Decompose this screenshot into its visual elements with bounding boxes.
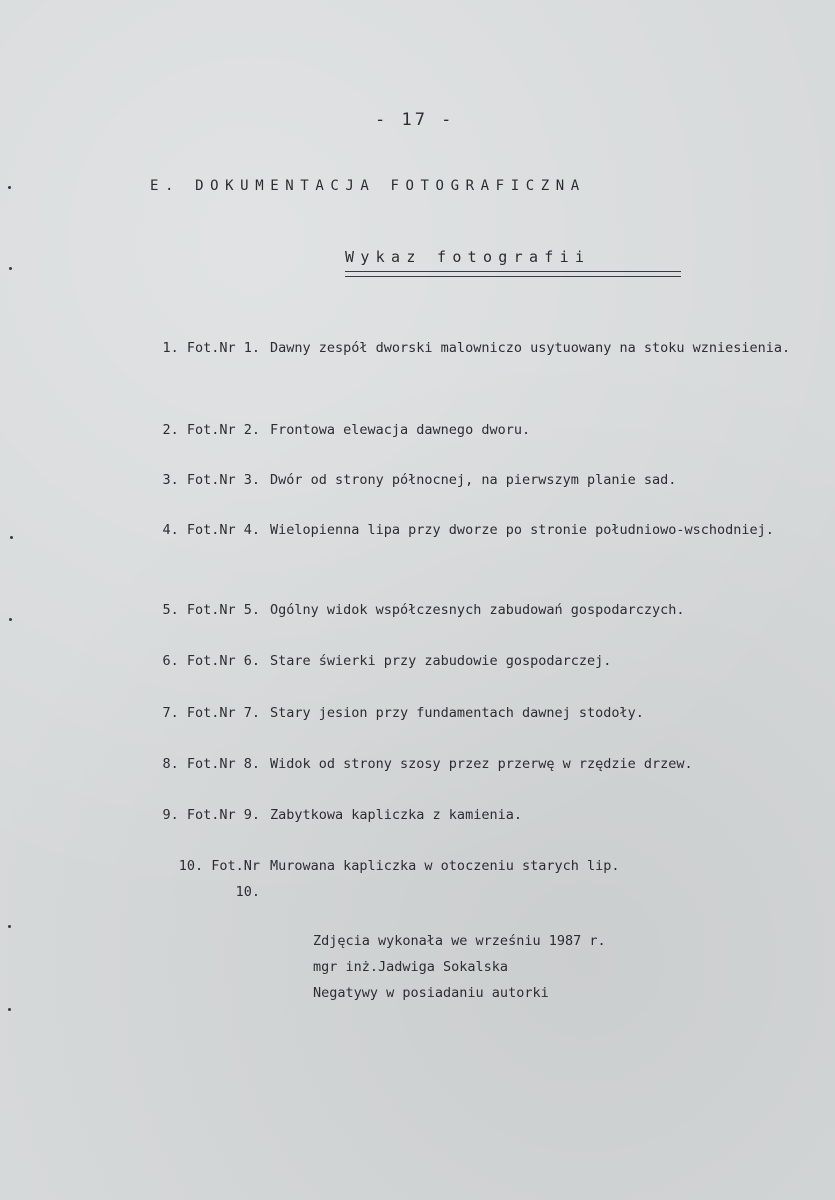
margin-speck bbox=[9, 618, 12, 621]
margin-speck bbox=[10, 536, 13, 539]
item-index: 9. Fot.Nr 9. bbox=[162, 807, 260, 823]
item-index: 8. Fot.Nr 8. bbox=[162, 756, 260, 772]
item-description: Widok od strony szosy przez przerwę w rzędzie drzew. bbox=[270, 756, 693, 772]
item-index: 7. Fot.Nr 7. bbox=[162, 705, 260, 721]
item-description: Murowana kapliczka w otoczeniu starych lip. bbox=[270, 858, 620, 874]
margin-speck bbox=[8, 1008, 11, 1011]
subtitle-double-underline bbox=[345, 271, 681, 277]
list-subtitle: Wykaz fotografii bbox=[345, 248, 591, 266]
page-number: - 17 - bbox=[375, 110, 455, 130]
margin-speck bbox=[8, 925, 11, 928]
item-description: Stare świerki przy zabudowie gospodarczej. bbox=[270, 653, 612, 669]
item-description: Frontowa elewacja dawnego dworu. bbox=[270, 422, 531, 438]
item-description: Zabytkowa kapliczka z kamienia. bbox=[270, 807, 522, 823]
item-index: 5. Fot.Nr 5. bbox=[162, 602, 260, 618]
item-description: Wielopienna lipa przy dworze po stronie południowo-wschodniej. bbox=[270, 522, 774, 538]
item-index: 2. Fot.Nr 2. bbox=[162, 422, 260, 438]
item-index: 6. Fot.Nr 6. bbox=[162, 653, 260, 669]
footer-note: Negatywy w posiadaniu autorki bbox=[313, 985, 549, 1001]
margin-speck bbox=[8, 186, 11, 189]
item-description: Dawny zespół dworski malowniczo usytuowany na stoku wzniesienia. bbox=[270, 340, 791, 356]
item-description: Dwór od strony północnej, na pierwszym planie sad. bbox=[270, 472, 677, 488]
footer-note: mgr inż.Jadwiga Sokalska bbox=[313, 959, 509, 975]
item-index: 10. Fot.Nr 10. bbox=[178, 858, 260, 900]
item-index: 4. Fot.Nr 4. bbox=[162, 522, 260, 538]
section-title: E. DOKUMENTACJA FOTOGRAFICZNA bbox=[150, 178, 586, 194]
item-index: 3. Fot.Nr 3. bbox=[162, 472, 260, 488]
margin-speck bbox=[9, 267, 12, 270]
item-description: Stary jesion przy fundamentach dawnej stodoły. bbox=[270, 705, 644, 721]
item-index: 1. Fot.Nr 1. bbox=[162, 340, 260, 356]
footer-note: Zdjęcia wykonała we wrześniu 1987 r. bbox=[313, 933, 606, 949]
item-description: Ogólny widok współczesnych zabudowań gospodarczych. bbox=[270, 602, 685, 618]
